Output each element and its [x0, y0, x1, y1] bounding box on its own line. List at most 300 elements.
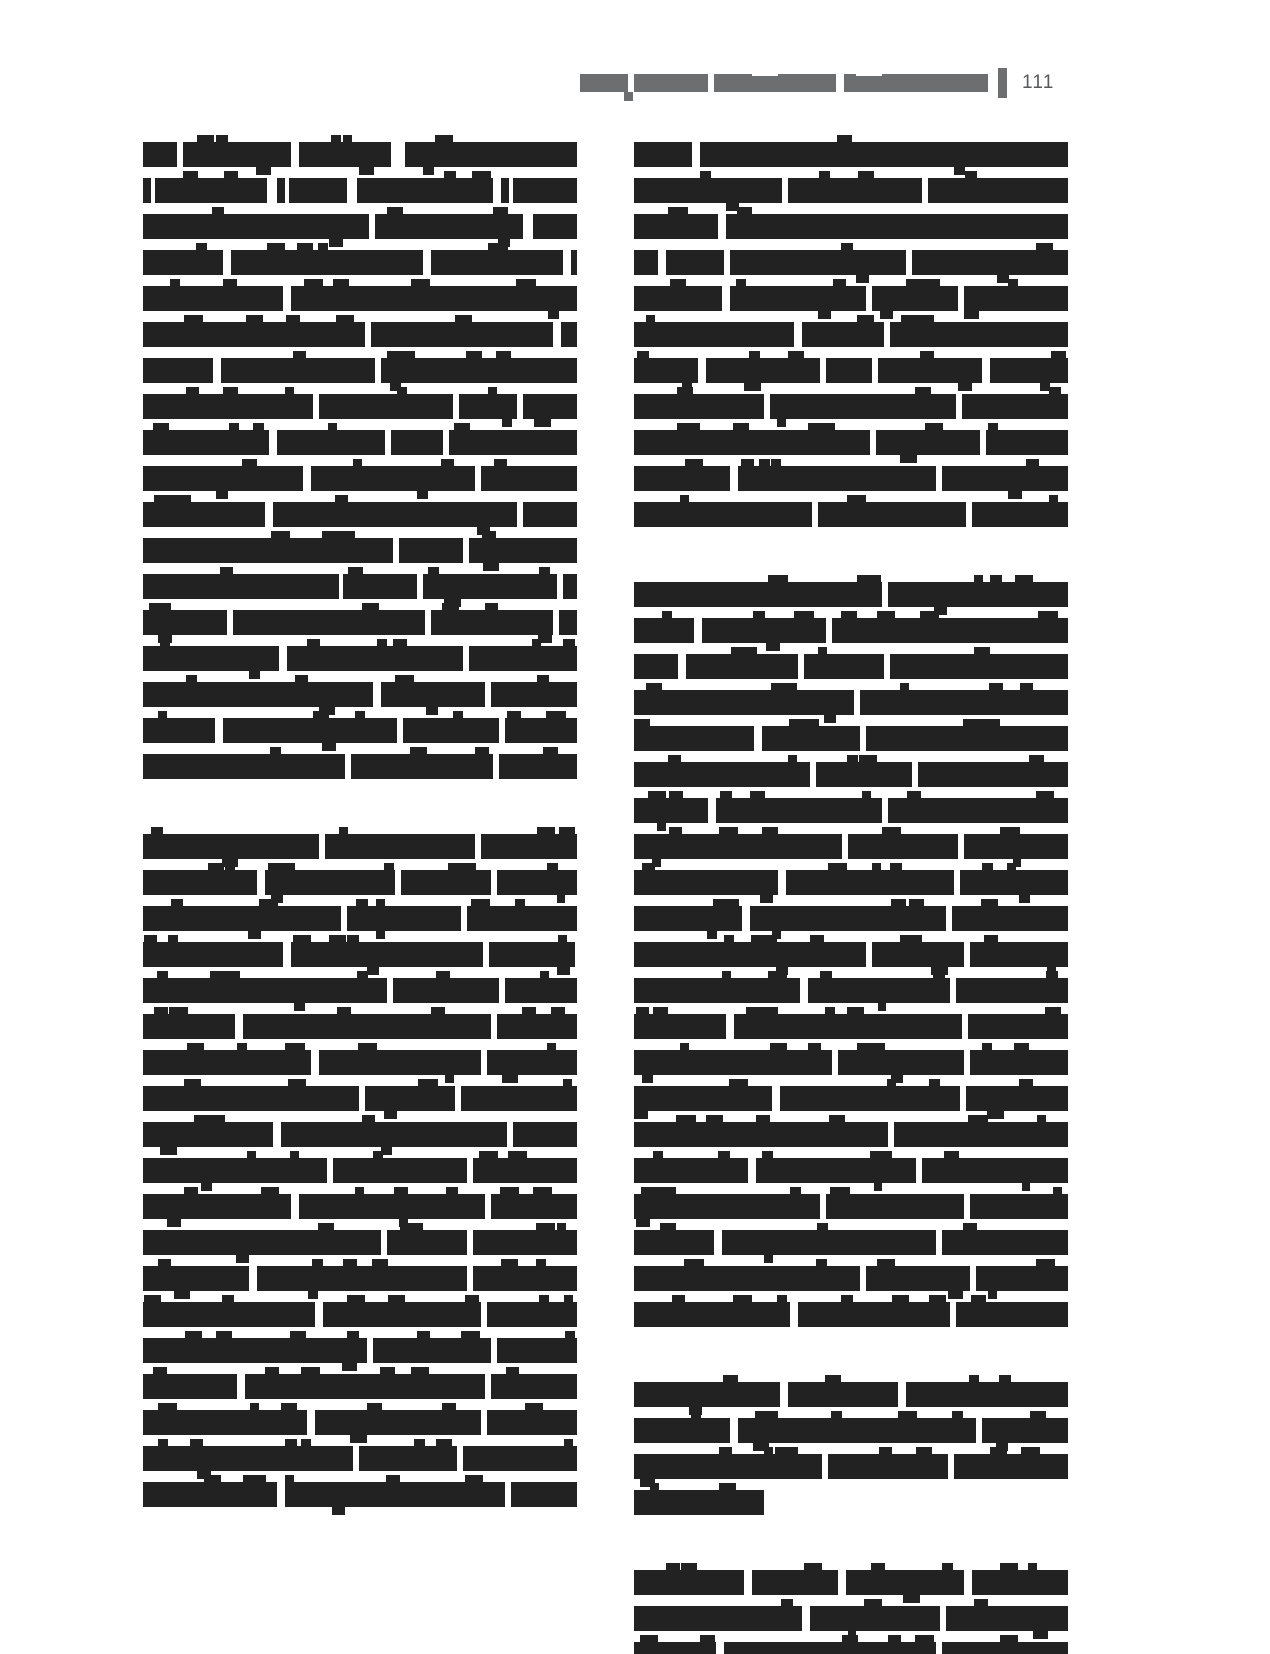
- redaction-ascender: [685, 459, 703, 467]
- redaction-ascender: [347, 935, 359, 943]
- redaction-block: [838, 1050, 964, 1075]
- redaction-ascender: [942, 1563, 953, 1571]
- redacted-text-line: [143, 1190, 577, 1226]
- redaction-block: [491, 1194, 577, 1219]
- redaction-ascender: [1029, 755, 1044, 763]
- redacted-text-line: [634, 1486, 1068, 1522]
- redacted-text-line: [634, 758, 1068, 794]
- redaction-block: [770, 394, 956, 419]
- redaction-block: [752, 1570, 838, 1595]
- redaction-block: [473, 1158, 577, 1183]
- redaction-block: [788, 178, 922, 203]
- redaction-ascender: [669, 827, 682, 835]
- redaction-ascender: [653, 1007, 668, 1015]
- redaction-ascender: [313, 711, 329, 719]
- redaction-ascender: [898, 1411, 917, 1419]
- redacted-text-line: [634, 902, 1068, 938]
- redaction-ascender: [536, 1259, 546, 1267]
- redaction-block: [393, 978, 499, 1003]
- redaction-block: [634, 726, 754, 751]
- redaction-ascender: [250, 1403, 259, 1411]
- redaction-ascender: [216, 1331, 232, 1339]
- redaction-ascender: [564, 1439, 573, 1447]
- redaction-ascender: [1020, 683, 1033, 691]
- redaction-ascender: [285, 387, 294, 395]
- redaction-block: [964, 834, 1068, 859]
- redaction-ascender: [837, 135, 852, 143]
- redaction-block: [634, 178, 782, 203]
- redaction-block: [702, 618, 826, 643]
- redacted-text-line: [143, 174, 577, 210]
- redaction-ascender: [292, 1079, 306, 1087]
- redaction-ascender: [634, 719, 650, 727]
- redaction-block: [634, 1642, 716, 1654]
- redaction-ascender: [404, 1223, 423, 1231]
- redaction-block: [381, 358, 577, 383]
- redaction-ascender: [456, 863, 476, 871]
- redaction-ascender: [762, 827, 778, 835]
- redaction-ascender: [706, 1115, 723, 1123]
- redaction-ascender: [301, 1439, 311, 1447]
- redaction-block: [143, 502, 265, 527]
- redaction-ascender: [969, 1375, 979, 1383]
- redaction-block: [972, 1570, 1068, 1595]
- redaction-ascender: [662, 1223, 676, 1231]
- redaction-ascender: [728, 1375, 738, 1383]
- redacted-text-line: [634, 498, 1068, 534]
- redaction-block: [634, 654, 678, 679]
- redaction-block: [381, 682, 485, 707]
- redaction-ascender: [372, 1259, 388, 1267]
- redaction-block: [912, 250, 1068, 275]
- redacted-text-line: [143, 1262, 577, 1298]
- redacted-text-line: [634, 1082, 1068, 1118]
- redaction-ascender: [794, 611, 814, 619]
- redaction-ascender: [681, 1563, 697, 1571]
- redaction-ascender: [501, 1259, 518, 1267]
- redaction-block: [299, 1194, 485, 1219]
- redaction-ascender: [494, 459, 507, 467]
- redaction-ascender: [924, 279, 940, 287]
- redaction-ascender: [971, 1295, 986, 1303]
- redacted-paragraph: [634, 1378, 1068, 1522]
- redaction-ascender: [842, 1635, 858, 1643]
- redaction-ascender: [404, 675, 414, 683]
- redaction-ascender: [187, 1043, 204, 1051]
- redaction-ascender: [565, 1331, 575, 1339]
- redaction-block: [405, 142, 577, 167]
- redaction-block: [143, 1410, 307, 1435]
- redaction-block: [143, 610, 227, 635]
- redaction-block: [143, 1158, 327, 1183]
- redacted-text-line: [143, 1010, 577, 1046]
- redacted-text-line: [634, 1118, 1068, 1154]
- redaction-ascender: [816, 1259, 825, 1267]
- redaction-ascender: [461, 1331, 480, 1339]
- redaction-ascender: [857, 1043, 877, 1051]
- redaction-block: [846, 1570, 964, 1595]
- redaction-block: [143, 1482, 277, 1507]
- redaction-block: [780, 1086, 960, 1111]
- redaction-ascender: [197, 135, 214, 143]
- redaction-block: [634, 1570, 744, 1595]
- running-head-word-gap: [856, 68, 882, 76]
- redaction-ascender: [929, 1295, 946, 1303]
- running-head-word-gap: [708, 74, 714, 92]
- redaction-block: [289, 178, 347, 203]
- page-folio: 111: [1022, 72, 1055, 93]
- redaction-block: [351, 754, 493, 779]
- redaction-ascender: [666, 1563, 680, 1571]
- redaction-ascender: [267, 243, 285, 251]
- redacted-text-line: [143, 1370, 577, 1406]
- redaction-ascender: [829, 1115, 845, 1123]
- redacted-text-line: [143, 866, 577, 902]
- redaction-ascender: [825, 1007, 835, 1015]
- redacted-text-line: [143, 642, 577, 678]
- redaction-block: [571, 250, 577, 275]
- redaction-block: [143, 430, 269, 455]
- redaction-ascender: [422, 1079, 434, 1087]
- redaction-block: [281, 1122, 507, 1147]
- redaction-ascender: [532, 639, 541, 647]
- redaction-block: [876, 430, 980, 455]
- redaction-ascender: [441, 459, 454, 467]
- redaction-block: [956, 978, 1068, 1003]
- redaction-block: [233, 610, 425, 635]
- redaction-ascender: [278, 863, 295, 871]
- redaction-block: [273, 502, 517, 527]
- redaction-ascender: [539, 567, 550, 575]
- redaction-ascender: [225, 863, 235, 871]
- redaction-ascender: [386, 1475, 400, 1483]
- redacted-text-line: [143, 534, 577, 570]
- redaction-ascender: [920, 611, 931, 619]
- redacted-text-line: [143, 426, 577, 462]
- redaction-block: [497, 870, 577, 895]
- redaction-ascender: [750, 791, 765, 799]
- redaction-ascender: [984, 935, 998, 943]
- redacted-text-line: [634, 1298, 1068, 1334]
- redacted-text-line: [143, 606, 577, 642]
- redaction-block: [634, 250, 658, 275]
- redaction-block: [634, 214, 718, 239]
- redaction-block: [634, 1302, 790, 1327]
- redaction-ascender: [1051, 351, 1066, 359]
- redaction-ascender: [216, 135, 228, 143]
- running-head-word-gap: [836, 74, 844, 92]
- redaction-ascender: [559, 827, 575, 835]
- redaction-block: [143, 906, 341, 931]
- redaction-block: [489, 942, 575, 967]
- redaction-ascender: [411, 1367, 429, 1375]
- redaction-ascender: [974, 1599, 988, 1607]
- redaction-ascender: [410, 747, 427, 755]
- redaction-ascender: [789, 719, 800, 727]
- redaction-block: [449, 430, 577, 455]
- redacted-text-line: [143, 1118, 577, 1154]
- redaction-ascender: [564, 1295, 573, 1303]
- running-head-word-gap: [628, 74, 634, 92]
- redaction-block: [890, 322, 1068, 347]
- redaction-ascender: [508, 1151, 527, 1159]
- redaction-ascender: [212, 207, 224, 215]
- redaction-block: [245, 1374, 485, 1399]
- redaction-ascender: [718, 1151, 730, 1159]
- redaction-ascender: [158, 1403, 177, 1411]
- redaction-ascender: [831, 1411, 842, 1419]
- redaction-block: [299, 142, 391, 167]
- redaction-block: [928, 178, 1068, 203]
- redaction-ascender: [864, 1599, 882, 1607]
- redaction-ascender: [332, 935, 346, 943]
- redacted-text-line: [143, 1406, 577, 1442]
- redaction-block: [513, 1122, 577, 1147]
- redaction-ascender: [944, 1151, 959, 1159]
- redaction-block: [243, 1014, 491, 1039]
- redaction-ascender: [500, 1187, 519, 1195]
- redaction-ascender: [906, 279, 925, 287]
- redaction-block: [473, 1230, 577, 1255]
- redaction-block: [319, 1050, 481, 1075]
- redaction-ascender: [777, 1295, 787, 1303]
- redaction-ascender: [170, 279, 180, 287]
- redaction-block: [906, 1382, 1068, 1407]
- redacted-text-line: [634, 722, 1068, 758]
- redaction-ascender: [990, 1447, 1007, 1455]
- redaction-block: [257, 1266, 467, 1291]
- redaction-ascender: [988, 423, 998, 431]
- redaction-ascender: [411, 279, 430, 287]
- redaction-block: [143, 682, 373, 707]
- redaction-block: [143, 646, 279, 671]
- redaction-ascender: [858, 171, 874, 179]
- redaction-ascender: [169, 1007, 188, 1015]
- redaction-ascender: [186, 675, 197, 683]
- redaction-ascender: [676, 1115, 696, 1123]
- redaction-ascender: [1045, 1007, 1061, 1015]
- redacted-text-line: [143, 750, 577, 786]
- redaction-ascender: [819, 171, 830, 179]
- redaction-ascender: [465, 1295, 479, 1303]
- redacted-text-line: [634, 210, 1068, 246]
- redaction-block: [634, 618, 694, 643]
- redacted-text-line: [143, 1298, 577, 1334]
- redaction-ascender: [144, 1295, 161, 1303]
- redaction-ascender: [184, 1079, 198, 1087]
- redaction-ascender: [557, 1223, 566, 1231]
- redaction-block: [487, 1050, 577, 1075]
- redaction-block: [315, 1410, 481, 1435]
- redaction-block: [826, 358, 872, 383]
- redaction-block: [143, 1338, 367, 1363]
- redaction-ascender: [877, 1259, 895, 1267]
- redaction-ascender: [312, 1259, 323, 1267]
- redaction-ascender: [989, 683, 1003, 691]
- redaction-ascender: [357, 971, 368, 979]
- redaction-descender: [332, 1507, 345, 1515]
- redaction-ascender: [304, 279, 323, 287]
- redaction-ascender: [770, 1043, 787, 1051]
- redaction-ascender: [454, 423, 470, 431]
- redaction-ascender: [144, 935, 157, 943]
- redaction-block: [357, 178, 493, 203]
- redaction-ascender: [533, 1187, 552, 1195]
- redaction-block: [634, 582, 882, 607]
- redacted-paragraph: [143, 830, 577, 1514]
- redaction-block: [143, 1374, 237, 1399]
- redaction-ascender: [496, 351, 511, 359]
- redaction-block: [513, 178, 577, 203]
- redaction-ascender: [800, 719, 819, 727]
- redaction-ascender: [910, 935, 922, 943]
- redaction-ascender: [547, 863, 558, 871]
- redaction-ascender: [1014, 1043, 1029, 1051]
- redacted-text-line: [143, 318, 577, 354]
- redaction-block: [533, 214, 577, 239]
- redaction-block: [750, 906, 946, 931]
- redaction-ascender: [208, 1115, 225, 1123]
- redaction-ascender: [762, 1151, 773, 1159]
- redaction-ascender: [879, 1447, 892, 1455]
- redaction-ascender: [479, 1151, 498, 1159]
- redaction-ascender: [1026, 459, 1039, 467]
- redaction-ascender: [436, 971, 450, 979]
- redaction-block: [634, 798, 708, 823]
- redaction-ascender: [668, 207, 688, 215]
- redaction-ascender: [455, 315, 472, 323]
- redaction-block: [956, 1302, 1068, 1327]
- redaction-block: [634, 286, 722, 311]
- redaction-ascender: [293, 351, 306, 359]
- redaction-block: [634, 1086, 772, 1111]
- redaction-ascender: [759, 459, 770, 467]
- redaction-block: [634, 834, 842, 859]
- redaction-block: [888, 798, 1068, 823]
- redacted-text-line: [143, 210, 577, 246]
- redaction-ascender: [493, 207, 508, 215]
- redaction-block: [972, 502, 1068, 527]
- redaction-ascender: [475, 747, 489, 755]
- redaction-ascender: [431, 1007, 445, 1015]
- redaction-ascender: [658, 1187, 676, 1195]
- redaction-block: [497, 1338, 577, 1363]
- redaction-ascender: [1036, 1259, 1055, 1267]
- redaction-block: [563, 574, 577, 599]
- redaction-ascender: [870, 1151, 883, 1159]
- redaction-ascender: [790, 1187, 801, 1195]
- redaction-block: [634, 1050, 832, 1075]
- redaction-ascender: [859, 755, 877, 763]
- redacted-paragraph: [634, 578, 1068, 1334]
- redacted-text-line: [634, 1262, 1068, 1298]
- redaction-ascender: [1019, 1079, 1033, 1087]
- redaction-ascender: [808, 1043, 821, 1051]
- redaction-ascender: [243, 1475, 262, 1483]
- redaction-ascender: [771, 459, 781, 467]
- redaction-block: [487, 1302, 577, 1327]
- redaction-ascender: [558, 935, 567, 943]
- redaction-ascender: [768, 575, 788, 583]
- redaction-ascender: [749, 351, 760, 359]
- redaction-ascender: [1015, 575, 1033, 583]
- redaction-block: [990, 358, 1068, 383]
- redaction-ascender: [335, 495, 348, 503]
- redaction-block: [461, 1086, 577, 1111]
- redaction-block: [866, 726, 1068, 751]
- redacted-text-line: [634, 354, 1068, 390]
- redaction-block: [878, 358, 982, 383]
- redaction-ascender: [286, 315, 300, 323]
- redaction-ascender: [965, 171, 977, 179]
- redaction-ascender: [444, 171, 456, 179]
- redaction-ascender: [539, 1295, 549, 1303]
- redacted-text-line: [634, 1154, 1068, 1190]
- redaction-ascender: [540, 971, 549, 979]
- redaction-block: [756, 1158, 916, 1183]
- redaction-block: [634, 430, 870, 455]
- redaction-block: [143, 286, 283, 311]
- redaction-ascender: [637, 351, 649, 359]
- redaction-block: [469, 646, 577, 671]
- redacted-text-line: [634, 1566, 1068, 1602]
- redaction-block: [832, 618, 1068, 643]
- redaction-block: [826, 1194, 964, 1219]
- redaction-ascender: [982, 863, 993, 871]
- redaction-block: [686, 654, 798, 679]
- redaction-ascender: [877, 611, 895, 619]
- redaction-block: [634, 394, 764, 419]
- redaction-ascender: [387, 207, 401, 215]
- redacted-text-line: [143, 498, 577, 534]
- redaction-block: [143, 394, 313, 419]
- redaction-block: [511, 1482, 577, 1507]
- redaction-block: [634, 1194, 820, 1219]
- redaction-ascender: [1049, 495, 1058, 503]
- redaction-block: [155, 178, 267, 203]
- redaction-block: [730, 286, 866, 311]
- redaction-ascender: [720, 791, 732, 799]
- redaction-ascender: [882, 827, 901, 835]
- redacted-text-line: [143, 1442, 577, 1478]
- redaction-ascender: [916, 1447, 932, 1455]
- redaction-ascender: [857, 575, 875, 583]
- redaction-block: [277, 178, 285, 203]
- redaction-block: [634, 942, 866, 967]
- redaction-ascender: [668, 755, 681, 763]
- redaction-block: [818, 502, 966, 527]
- redaction-ascender: [1046, 971, 1058, 979]
- redacted-text-line: [143, 714, 577, 750]
- redaction-ascender: [210, 863, 223, 871]
- redaction-block: [399, 538, 463, 563]
- text-column-right: [634, 138, 1068, 1654]
- redacted-text-line: [634, 174, 1068, 210]
- redaction-ascender: [242, 459, 257, 467]
- redaction-ascender: [343, 531, 355, 539]
- redaction-block: [730, 250, 906, 275]
- redaction-ascender: [336, 315, 354, 323]
- redaction-block: [143, 322, 365, 347]
- redacted-text-line: [634, 1638, 1068, 1654]
- redaction-ascender: [157, 971, 168, 979]
- redaction-block: [183, 142, 291, 167]
- redaction-ascender: [691, 1411, 701, 1419]
- redaction-block: [866, 1266, 970, 1291]
- redaction-ascender: [196, 243, 207, 251]
- redaction-ascender: [982, 1043, 992, 1051]
- redaction-block: [716, 798, 882, 823]
